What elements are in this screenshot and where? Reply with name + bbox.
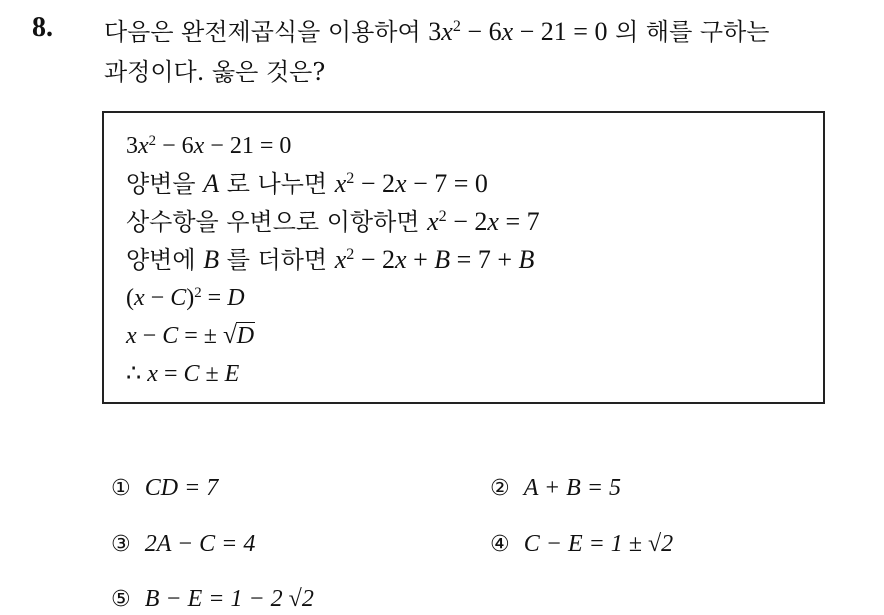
question-stem xyxy=(104,12,874,92)
stem-line-1 xyxy=(104,12,874,52)
step-3: 상수항을 우변으로 이항하면 $x^2 - 2x = 7$ xyxy=(126,207,540,236)
stem-tail: 의 해를 구하는 xyxy=(615,18,770,46)
choice-2[interactable]: ② A + B = 5 xyxy=(490,475,622,501)
solution-box xyxy=(102,111,825,404)
step-4: 양변에 B 를 더하면 $x^2 - 2x + B = 7 + B$ xyxy=(126,245,535,274)
sqrt-icon: √D xyxy=(222,322,255,349)
choice-3[interactable]: ③ 2A − C = 4 xyxy=(111,531,256,557)
choice-4[interactable]: ④ C − E = 1 ± √2 xyxy=(490,531,674,557)
choice-5[interactable]: ⑤ B − E = 1 − 2 √2 xyxy=(111,586,314,612)
step-2: 양변을 A 로 나누면 $x^2 - 2x - 7 = 0$ xyxy=(126,169,488,198)
stem-equation: $3x^2 - 6x - 21 = 0$ xyxy=(428,17,608,46)
step-7: ∴ x = C ± E xyxy=(126,361,240,387)
choice-1[interactable]: ① CD = 7 xyxy=(111,475,219,501)
step-1: $3x^2 - 6x - 21 = 0$ xyxy=(126,132,292,159)
step-5: $(x - C)^2 = D$ xyxy=(126,284,245,311)
stem-text: 다음은 완전제곱식을 이용하여 xyxy=(104,18,421,46)
stem-line-2: 과정이다. 옳은 것은? xyxy=(104,58,326,86)
step-6: x − C = ± √D xyxy=(126,317,540,355)
question-number: 8. xyxy=(32,12,53,43)
